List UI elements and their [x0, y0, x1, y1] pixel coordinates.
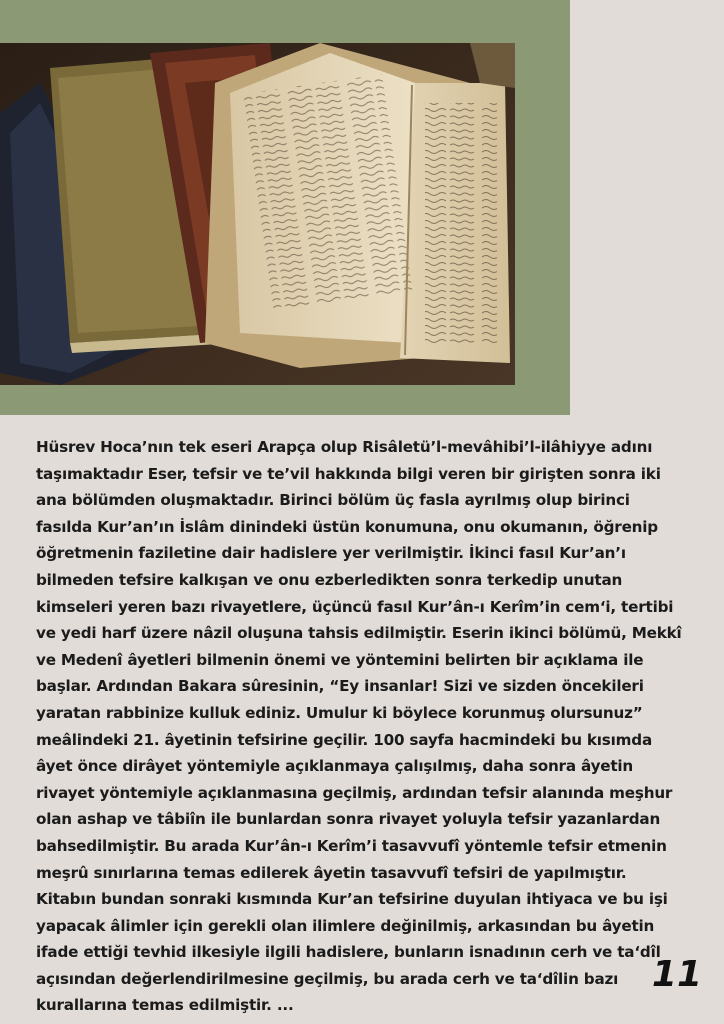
- page-number: 11: [651, 954, 702, 995]
- manuscript-photo: [0, 43, 515, 385]
- old-manuscripts-icon: [0, 43, 515, 385]
- body-paragraph: Hüsrev Hoca’nın tek eseri Arapça olup Risâletü’l-mevâhibi’l-ilâhiyye adını taşımaktadır Eser, tefsir ve te’vil hakkında bilgi veren bir girişten sonra iki ana bölümden oluşmaktadır. Birinci bölüm üç fasla ayrılmış olup birinci fasılda Kur’an’ın İslâm dinindeki üstün konumuna, onu okumanın, öğrenip öğretmenin faziletine dair hadislere yer verilmiştir. İkinci fasıl Kur’an’ı bilmeden tefsire kalkışan ve onu ezberledikten sonra terkedip unutan kimseleri yeren bazı rivayetlere, üçüncü fasıl Kur’ân-ı Kerîm’in cem‘i, tertibi ve yedi harf üzere nâzil oluşuna tahsis edilmiştir. Eserin ikinci bölümü, Mekkî ve Medenî âyetleri bilmenin önemi ve yöntemini belirten bir açıklama ile başlar. Ardından Bakara sûresinin, “Ey insanlar! Sizi ve sizden öncekileri yaratan rabbinize kulluk ediniz. Umulur ki böylece korunmuş olursunuz” meâlindeki 21. âyetinin tefsirine geçilir. 100 sayfa hacmindeki bu kısımda âyet önce dirâyet yöntemiyle açıklanmaya çalışılmış, daha sonra âyetin rivayet yöntemiyle açıklanmasına geçilmiş, ardından tefsir alanında meşhur olan ashap ve tâbiîn ile bunlardan sonra rivayet yoluyla tefsir yazanlardan bahsedilmiştir. Bu arada Kur’ân-ı Kerîm’i tasavvufî yöntemle tefsir etmenin meşrû sınırlarına temas edilerek âyetin tasavvufî tefsiri de yapılmıştır. Kitabın bundan sonraki kısmında Kur’an tefsirine duyulan ihtiyaca ve bu işi yapacak âlimler için gerekli olan ilimlere değinilmiş, arkasından bu âyetin ifade ettiği tevhid ilkesiyle ilgili hadislere, bunların isnadının cerh ve ta‘dîl açısından değerlendirilmesine geçilmiş, bu arada cerh ve ta‘dîlin bazı kurallarına temas edilmiştir. ...: [36, 438, 682, 1015]
